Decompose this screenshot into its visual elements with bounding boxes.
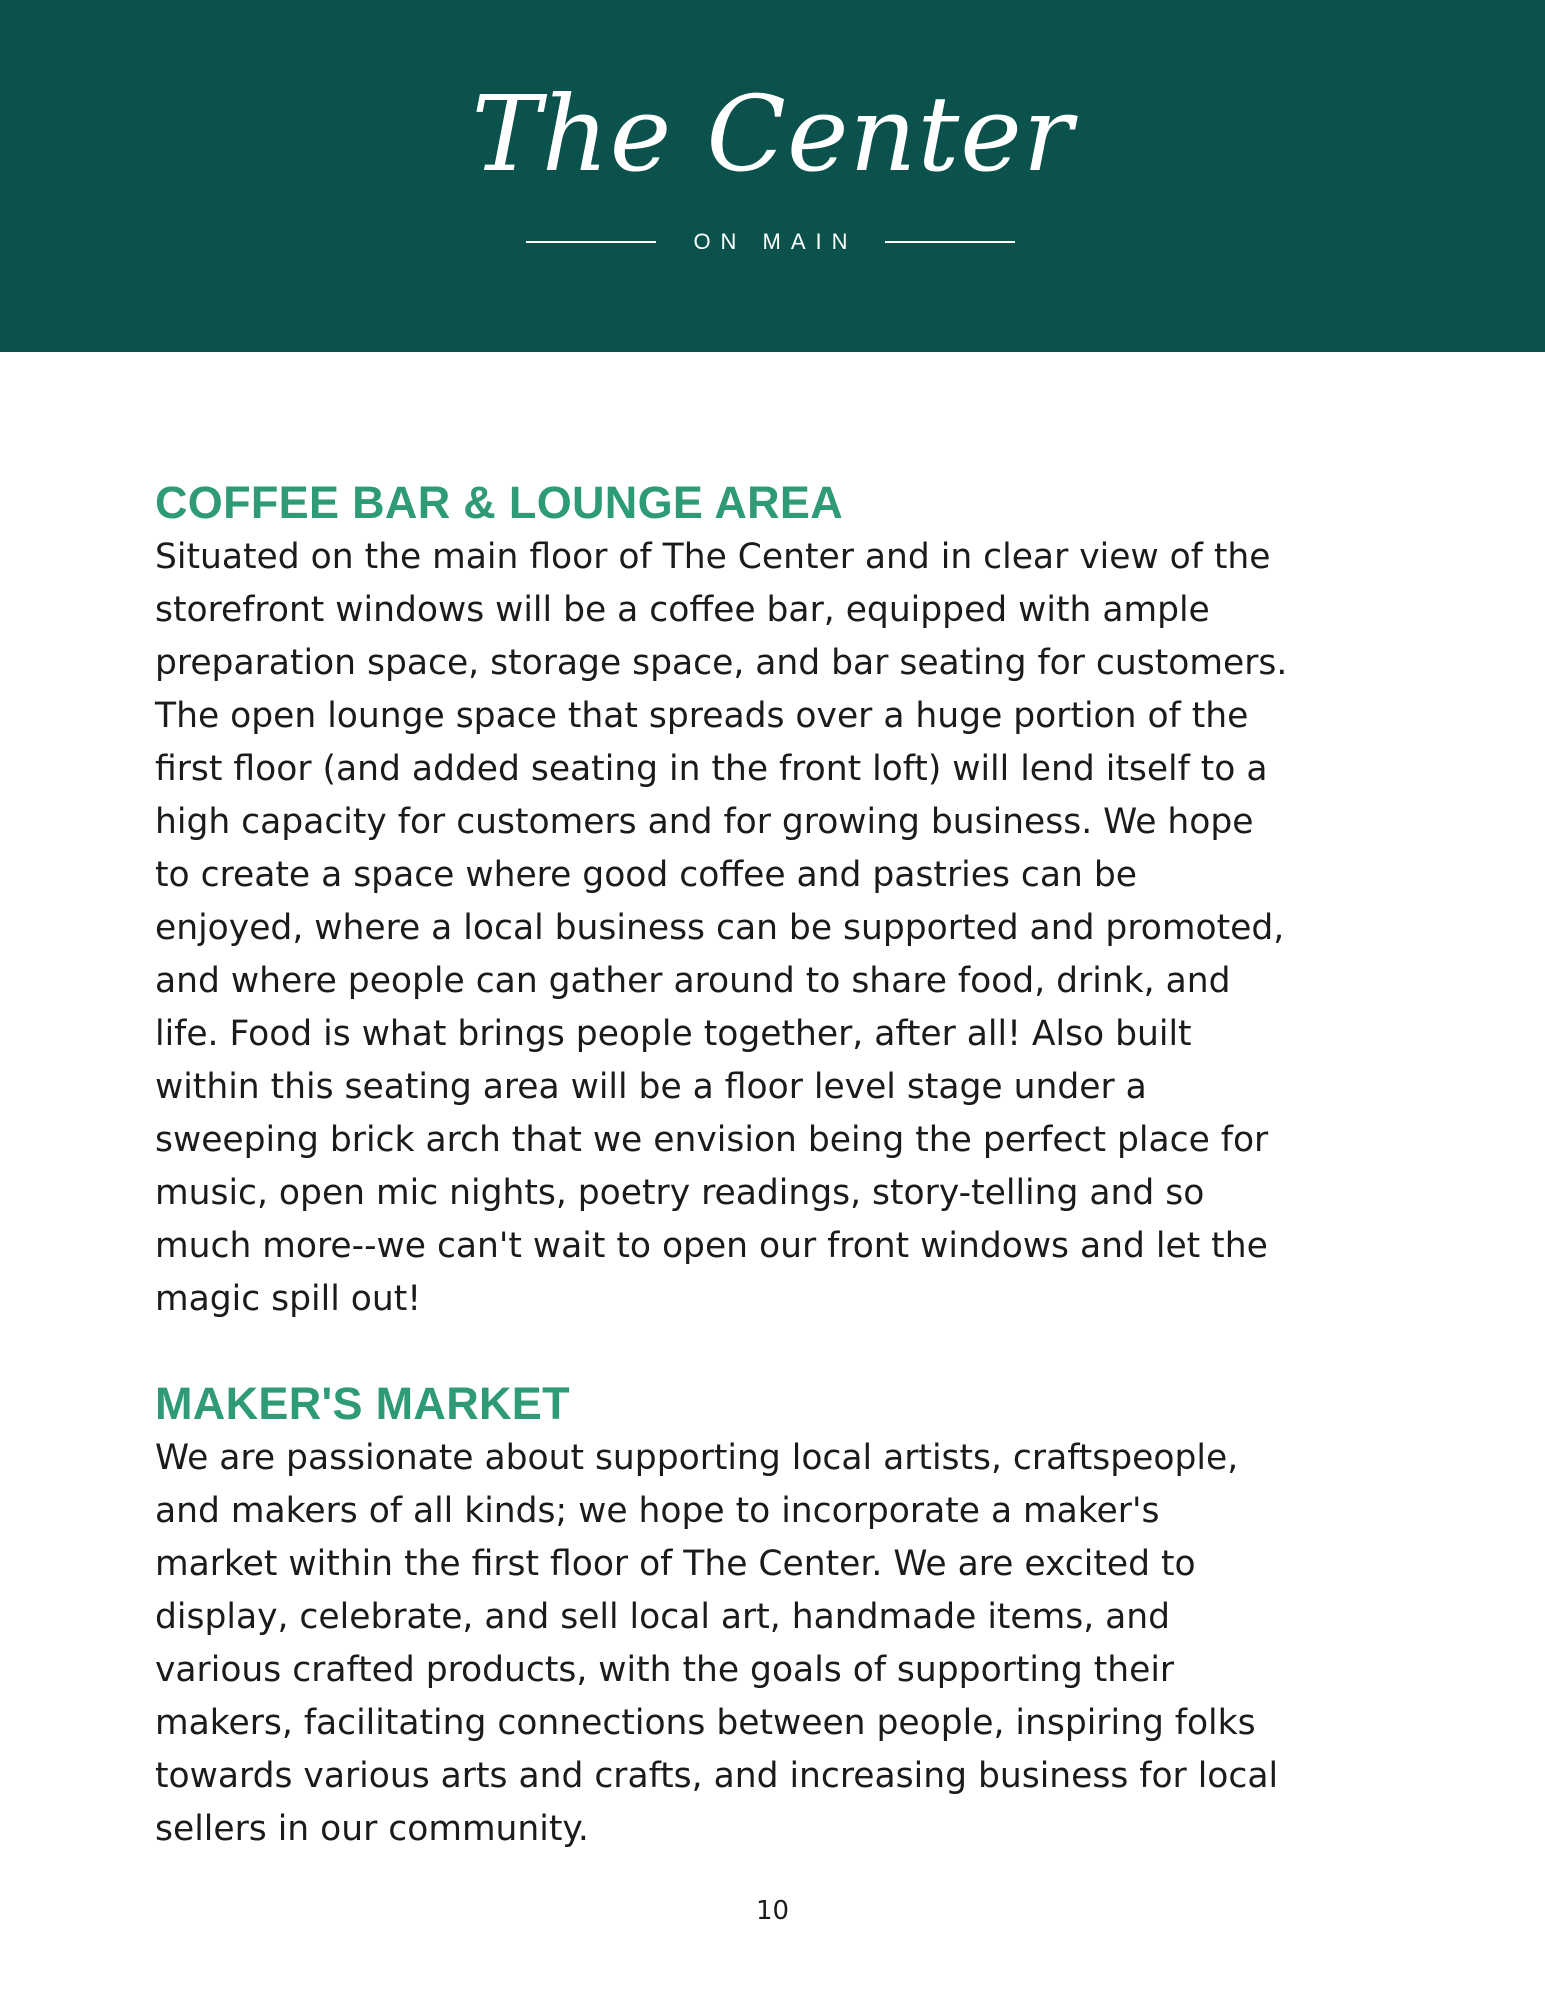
body-line: first floor (and added seating in the front loft) will lend itself to a xyxy=(155,749,1268,789)
logo xyxy=(0,0,1545,352)
section-heading: COFFEE BAR & LOUNGE AREA xyxy=(155,477,844,528)
section-body xyxy=(155,1432,1405,1856)
body-line: magic spill out! xyxy=(155,1279,422,1319)
body-line: life. Food is what brings people together, after all! Also built xyxy=(155,1014,1192,1054)
logo-rule-left xyxy=(526,241,656,243)
body-line: Situated on the main floor of The Center and in clear view of the xyxy=(155,537,1271,577)
body-line: storefront windows will be a coffee bar, equipped with ample xyxy=(155,590,1210,630)
body-line: sweeping brick arch that we envision being the perfect place for xyxy=(155,1120,1269,1160)
body-line: towards various arts and crafts, and increasing business for local xyxy=(155,1756,1279,1796)
section-heading: MAKER'S MARKET xyxy=(155,1378,570,1429)
body-line: market within the first floor of The Center. We are excited to xyxy=(155,1544,1196,1584)
body-line: enjoyed, where a local business can be supported and promoted, xyxy=(155,908,1285,948)
body-line: display, celebrate, and sell local art, handmade items, and xyxy=(155,1597,1171,1637)
logo-rule-right xyxy=(885,241,1015,243)
body-line: We are passionate about supporting local artists, craftspeople, xyxy=(155,1438,1239,1478)
body-line: makers, facilitating connections between people, inspiring folks xyxy=(155,1703,1256,1743)
main-content xyxy=(155,475,1405,1856)
body-line: sellers in our community. xyxy=(155,1809,589,1849)
page-number: 10 xyxy=(755,1896,790,1926)
body-line: much more--we can't wait to open our front windows and let the xyxy=(155,1226,1268,1266)
body-line: preparation space, storage space, and bar seating for customers. xyxy=(155,643,1288,683)
body-line: and where people can gather around to share food, drink, and xyxy=(155,961,1231,1001)
body-line: various crafted products, with the goals of supporting their xyxy=(155,1650,1175,1690)
body-line: and makers of all kinds; we hope to incorporate a maker's xyxy=(155,1491,1160,1531)
body-line: to create a space where good coffee and pastries can be xyxy=(155,855,1137,895)
section-coffee-bar xyxy=(155,475,1405,1326)
section-makers-market xyxy=(155,1376,1405,1856)
header-band xyxy=(0,0,1545,352)
logo-subtitle: ON MAIN xyxy=(693,229,858,254)
body-line: high capacity for customers and for growing business. We hope xyxy=(155,802,1254,842)
logo-script-text: The Center xyxy=(471,73,1074,195)
section-body xyxy=(155,531,1405,1326)
body-line: music, open mic nights, poetry readings, story-telling and so xyxy=(155,1173,1205,1213)
body-line: within this seating area will be a floor level stage under a xyxy=(155,1067,1147,1107)
body-line: The open lounge space that spreads over a huge portion of the xyxy=(155,696,1249,736)
